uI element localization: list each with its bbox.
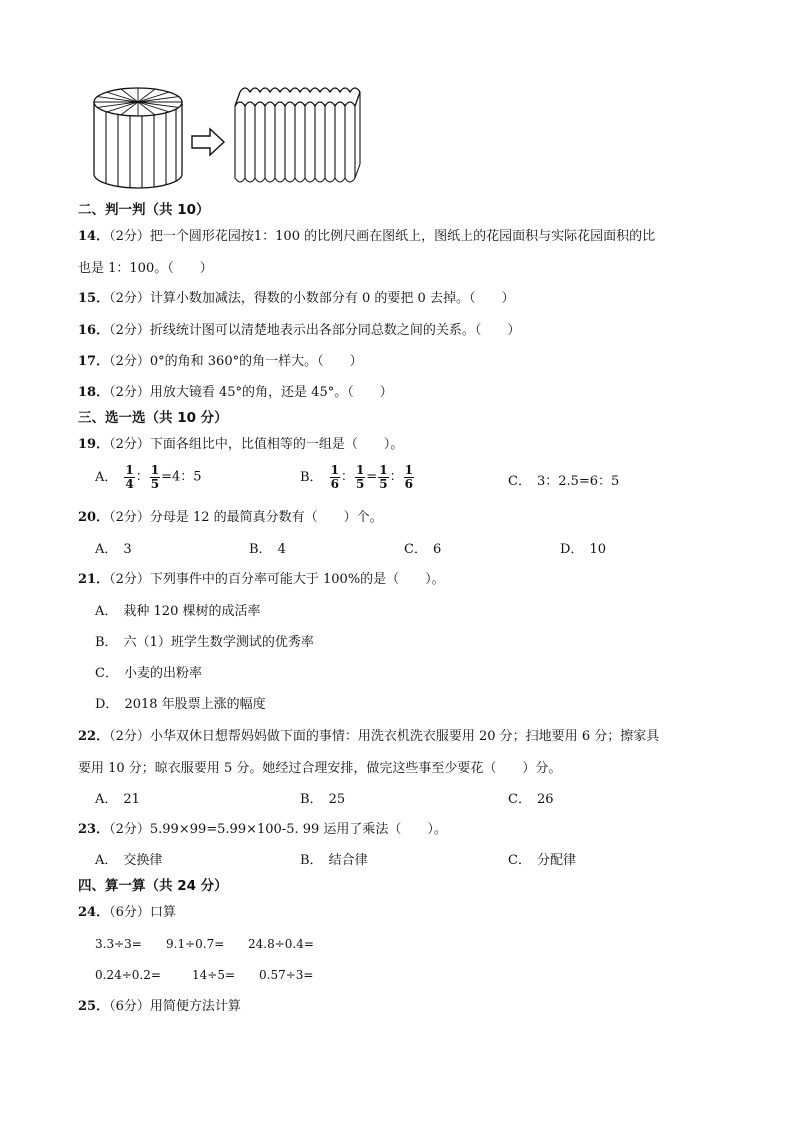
option-label: A． [95, 792, 118, 807]
option-label: D． [95, 697, 119, 712]
question-21 [78, 573, 445, 586]
option-label: C． [404, 542, 427, 557]
question-16 [78, 324, 520, 337]
section-3-title: 三、选一选（共 10 分） [78, 410, 228, 426]
question-number: 16． [78, 323, 110, 338]
question-24 [78, 906, 176, 919]
cylinder-rearrangement-figure [88, 80, 368, 196]
fraction: $\frac{1}{5}$ [150, 463, 160, 491]
option-20-b[interactable] [249, 543, 286, 556]
question-text: 下面各组比中，比值相等的一组是（ ）。 [149, 437, 404, 452]
question-14-line-2: 也是 1：100。（ ） [78, 261, 213, 276]
option-text: 2018 年股票上涨的幅度 [124, 697, 266, 712]
question-number: 17． [78, 354, 110, 369]
mental-calc-1: 3.3÷3= [95, 937, 142, 951]
ratio-sign: ： [389, 469, 403, 485]
question-text: 用放大镜看 45°的角，还是 45°。（ ） [149, 385, 393, 400]
question-text: 下列事件中的百分率可能大于 100%的是（ ）。 [149, 572, 445, 587]
option-text: 21 [123, 792, 140, 807]
question-23 [78, 823, 447, 836]
question-score: （2分） [109, 437, 150, 452]
option-text: 分配律 [536, 853, 576, 868]
option-label: A． [95, 469, 118, 485]
option-label: A． [95, 853, 118, 868]
question-text: 计算小数加减法，得数的小数部分有 0 的要把 0 去掉。（ ） [149, 291, 515, 306]
question-score: （2分） [109, 291, 150, 306]
question-score: （2分） [109, 354, 150, 369]
option-label: B． [300, 792, 323, 807]
option-label: D． [560, 542, 584, 557]
option-label: B． [300, 853, 323, 868]
question-25 [78, 1000, 241, 1013]
question-text: 口算 [149, 905, 176, 920]
ratio-sign: ： [340, 469, 354, 485]
option-label: C． [508, 474, 531, 489]
option-23-a[interactable] [95, 854, 162, 867]
option-label: B． [249, 542, 272, 557]
option-text: 六（1）班学生数学测试的优秀率 [123, 635, 314, 650]
option-text: 10 [589, 542, 606, 557]
option-23-b[interactable] [300, 854, 368, 867]
question-text: 分母是 12 的最简真分数有（ ）个。 [149, 510, 383, 525]
option-text: 4 [277, 542, 286, 557]
ratio-sign: ： [135, 469, 149, 485]
option-text: 交换律 [123, 853, 163, 868]
option-22-b[interactable] [300, 793, 345, 806]
option-text: 小麦的出粉率 [123, 666, 202, 681]
mental-calc-5: 14÷5= [192, 968, 236, 982]
question-number: 22． [78, 729, 110, 744]
question-19 [78, 438, 403, 451]
option-text: 3：2.5=6：5 [536, 474, 620, 489]
question-number: 21． [78, 572, 110, 587]
question-number: 14． [78, 229, 110, 244]
mental-calc-6: 0.57÷3= [259, 968, 314, 982]
question-number: 15． [78, 291, 110, 306]
option-21-d[interactable] [95, 698, 266, 711]
question-score: （2分） [109, 229, 150, 244]
question-22-line-2: 要用 10 分；晾衣服要用 5 分。她经过合理安排，做完这些事至少要花（ ）分。 [78, 761, 562, 776]
mental-calc-4: 0.24÷0.2= [95, 968, 161, 982]
question-20 [78, 511, 383, 524]
option-label: C． [95, 666, 118, 681]
question-17 [78, 355, 363, 368]
option-text: =4：5 [161, 469, 202, 485]
question-14 [78, 230, 655, 243]
option-20-c[interactable] [404, 543, 441, 556]
option-text: 6 [432, 542, 442, 557]
fraction: $\frac{1}{6}$ [330, 463, 339, 491]
option-22-a[interactable] [95, 793, 140, 806]
question-number: 19． [78, 437, 110, 452]
question-score: （6分） [109, 999, 150, 1014]
question-text: 小华双休日想帮妈妈做下面的事情：用洗衣机洗衣服要用 20 分；扫地要用 6 分；擦家具 [149, 729, 660, 744]
question-score: （2分） [109, 323, 150, 338]
option-label: A． [95, 604, 118, 619]
option-21-c[interactable] [95, 667, 202, 680]
question-22 [78, 730, 659, 743]
question-text: 0°的角和 360°的角一样大。（ ） [149, 354, 363, 369]
fraction: $\frac{1}{4}$ [125, 463, 134, 491]
question-number: 24． [78, 905, 110, 920]
fraction: $\frac{1}{5}$ [355, 463, 365, 491]
option-21-a[interactable] [95, 605, 260, 618]
option-20-d[interactable] [560, 543, 606, 556]
question-15 [78, 292, 514, 305]
option-label: B． [300, 469, 323, 485]
option-label: B． [95, 635, 118, 650]
mental-calc-3: 24.8÷0.4= [248, 937, 314, 951]
mental-calc-2: 9.1÷0.7= [166, 937, 225, 951]
question-number: 20． [78, 510, 110, 525]
option-23-c[interactable] [508, 854, 576, 867]
question-text: 5.99×99=5.99×100-5. 99 运用了乘法（ ）。 [149, 822, 447, 837]
question-score: （2分） [109, 822, 150, 837]
question-number: 25． [78, 999, 110, 1014]
option-label: C． [508, 792, 531, 807]
fraction: $\frac{1}{6}$ [404, 463, 413, 491]
fraction: $\frac{1}{5}$ [379, 463, 388, 491]
question-score: （2分） [109, 729, 150, 744]
question-text: 折线统计图可以清楚地表示出各部分同总数之间的关系。（ ） [149, 323, 521, 338]
question-number: 18． [78, 385, 110, 400]
option-19-a[interactable] [95, 464, 202, 490]
section-4-title: 四、算一算（共 24 分） [78, 878, 228, 894]
question-18 [78, 386, 393, 399]
option-text: 3 [123, 542, 132, 557]
option-text: 26 [536, 792, 554, 807]
option-text: 25 [328, 792, 346, 807]
option-20-a[interactable] [95, 543, 132, 556]
option-label: A． [95, 542, 118, 557]
option-text: 结合律 [328, 853, 368, 868]
equals-sign: = [366, 469, 378, 485]
section-2-title: 二、判一判（共 10） [78, 202, 210, 218]
option-text: 栽种 120 棵树的成活率 [123, 604, 261, 619]
option-19-c[interactable] [508, 475, 619, 488]
option-19-b[interactable] [300, 464, 415, 490]
option-label: C． [508, 853, 531, 868]
question-score: （6分） [109, 905, 150, 920]
question-text: 把一个圆形花园按1：100 的比例尺画在图纸上，图纸上的花园面积与实际花园面积的比 [149, 229, 656, 244]
question-number: 23． [78, 822, 110, 837]
option-22-c[interactable] [508, 793, 554, 806]
question-score: （2分） [109, 385, 150, 400]
question-score: （2分） [109, 572, 150, 587]
option-21-b[interactable] [95, 636, 314, 649]
question-score: （2分） [109, 510, 150, 525]
question-text: 用简便方法计算 [149, 999, 241, 1014]
